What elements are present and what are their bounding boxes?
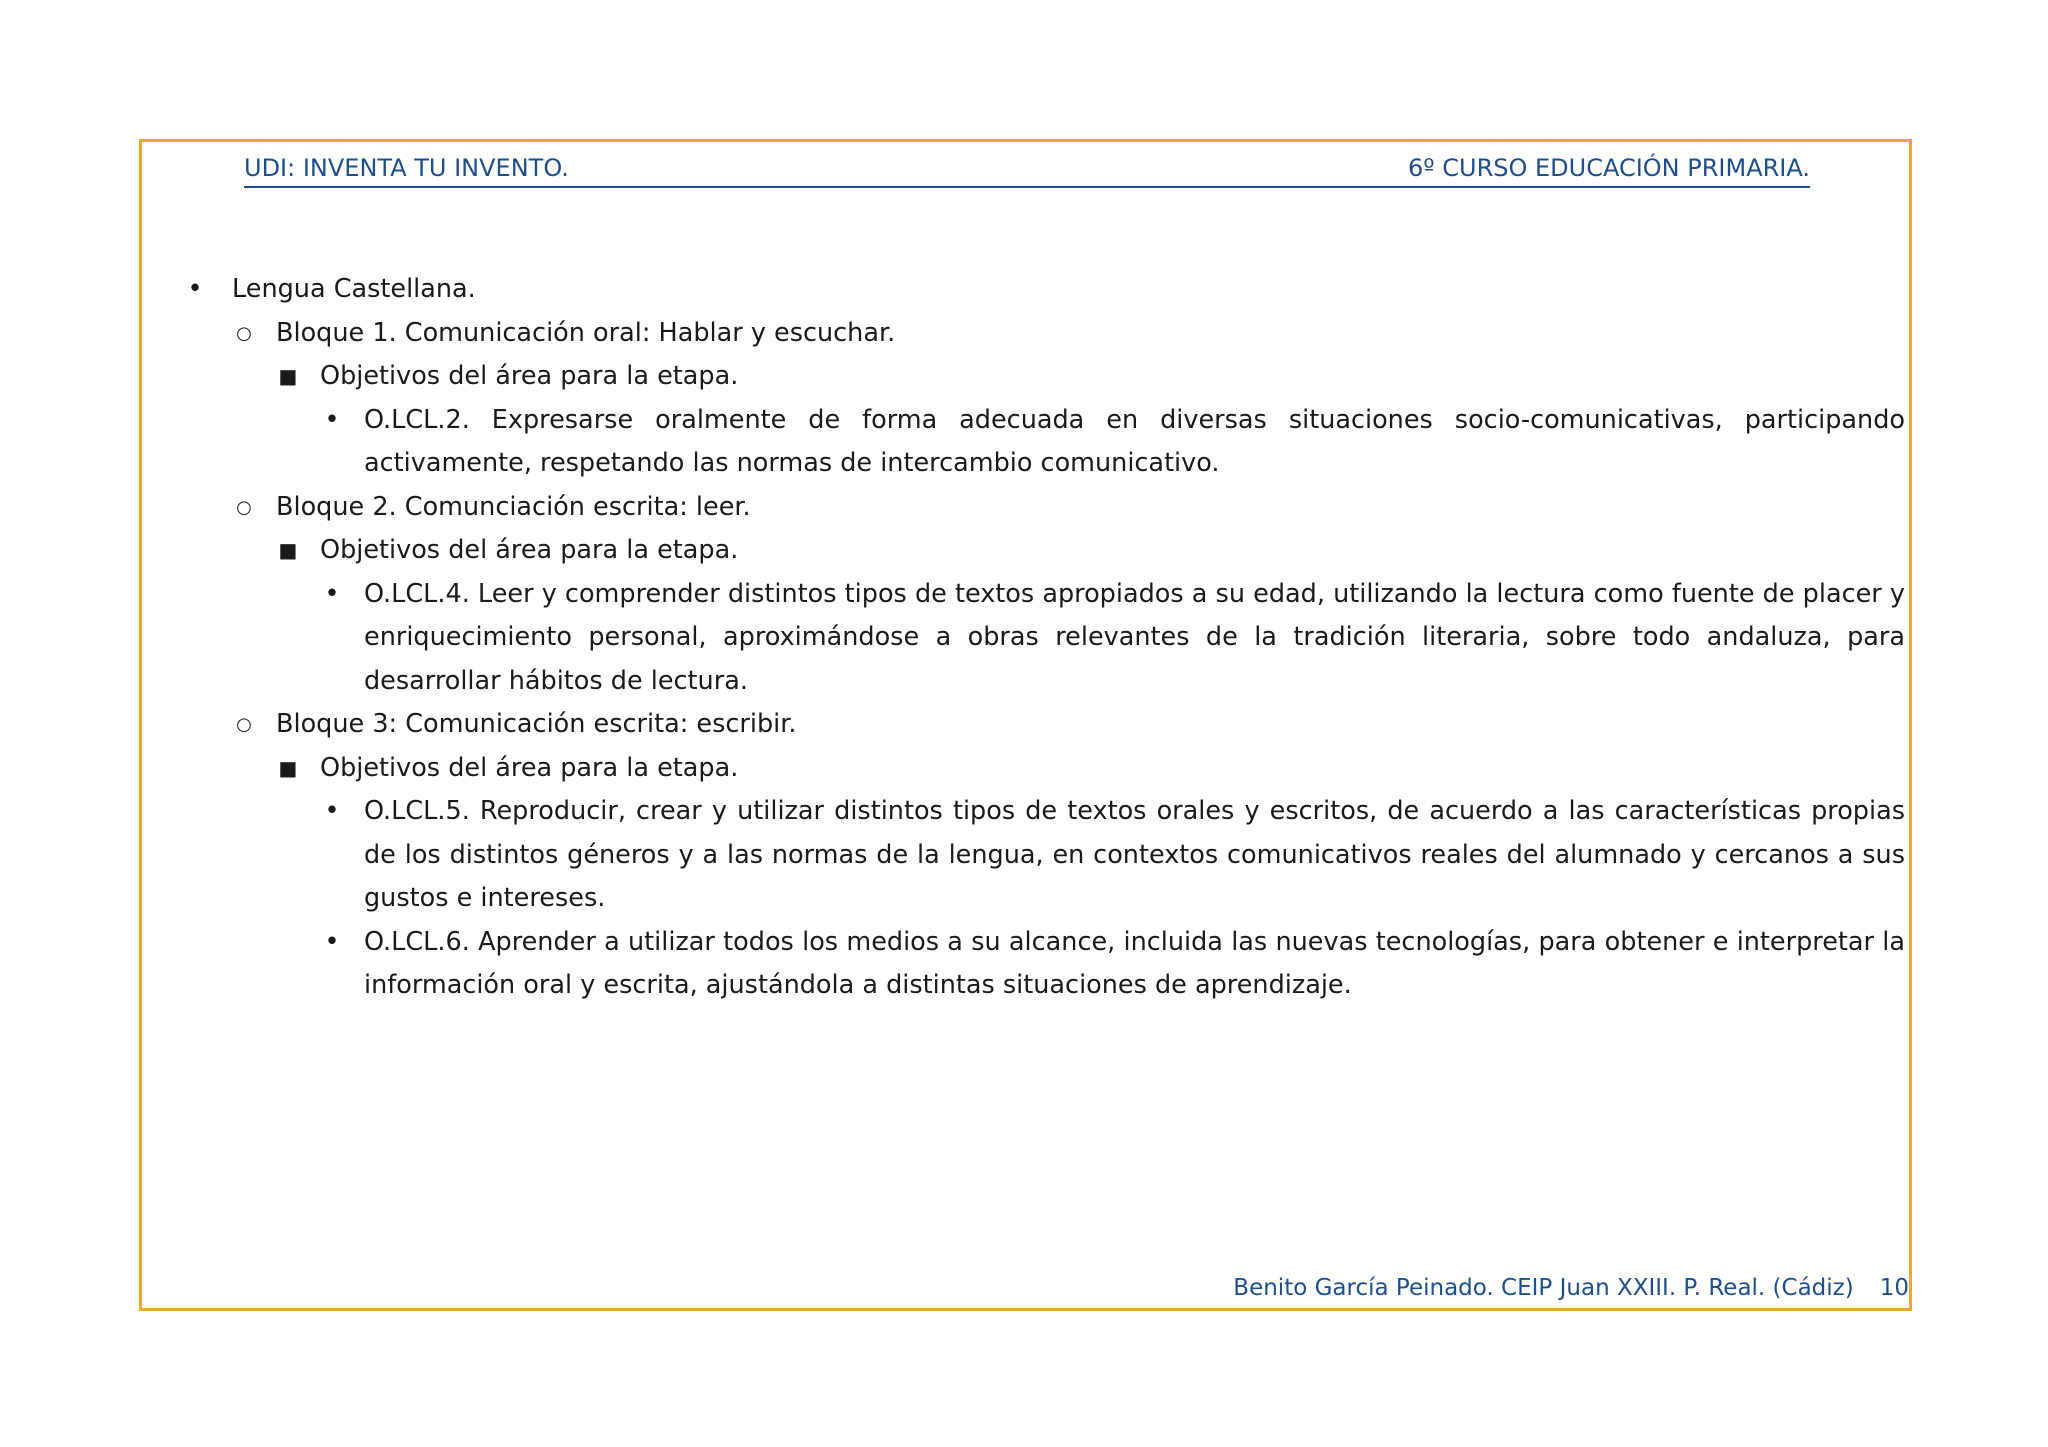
objective-text: O.LCL.2. Expresarse oralmente de forma adecuada en diversas situaciones socio-comunicativas, participando activamente, respetando las normas de intercambio comunicativo.	[364, 404, 1905, 478]
list-item-objective	[180, 573, 1905, 704]
block-title: Bloque 1. Comunicación oral: Hablar y escuchar.	[276, 317, 896, 348]
circle-bullet-icon: ○	[236, 714, 252, 735]
square-bullet-icon: ■	[278, 755, 298, 780]
square-bullet-icon: ■	[278, 364, 298, 388]
page-number: 10	[1879, 1275, 1909, 1301]
objective-text: O.LCL.6. Aprender a utilizar todos los medios a su alcance, incluida las nuevas tecnologías, para obtener e interpretar la información oral y escrita, ajustándola a distintas situaciones de aprendizaje.	[364, 926, 1905, 1000]
bullet-icon: •	[187, 274, 203, 304]
list-item-objectives-heading	[180, 529, 1905, 573]
square-bullet-icon: ■	[278, 538, 298, 562]
objectives-heading: Objetivos del área para la etapa.	[320, 752, 739, 783]
objective-text: O.LCL.5. Reproducir, crear y utilizar distintos tipos de textos orales y escritos, de acuerdo a las características propias de los distintos géneros y a las normas de la lengua, en contextos comunicativos reales del alumnado y cercanos a sus gustos e intereses.	[364, 796, 1905, 913]
header-course: 6º CURSO EDUCACIÓN PRIMARIA.	[1408, 154, 1810, 182]
objective-text: O.LCL.4. Leer y comprender distintos tipos de textos apropiados a su edad, utilizando la lectura como fuente de placer y enriquecimiento personal, aproximándose a obras relevantes de la tradición literaria, sobre todo andaluza, para desarrollar hábitos de lectura.	[364, 578, 1905, 696]
objectives-heading: Objetivos del área para la etapa.	[320, 535, 739, 565]
bullet-icon: •	[324, 578, 340, 609]
list-item-block	[180, 486, 1905, 530]
list-item-objective	[180, 399, 1905, 486]
list-item-objectives-heading	[180, 747, 1905, 791]
bullet-icon: •	[324, 404, 340, 435]
header-title: UDI: INVENTA TU INVENTO.	[244, 154, 569, 182]
document-body	[180, 268, 1905, 1008]
list-item-objective	[180, 790, 1905, 921]
bullet-icon: •	[324, 796, 340, 826]
page-footer	[1233, 1272, 1909, 1304]
objectives-heading: Objetivos del área para la etapa.	[320, 361, 739, 391]
footer-author: Benito García Peinado. CEIP Juan XXIII. P. Real. (Cádiz)	[1233, 1275, 1854, 1301]
list-item-subject	[180, 268, 1905, 312]
block-title: Bloque 2. Comunciación escrita: leer.	[276, 491, 751, 522]
bullet-icon: •	[324, 926, 340, 957]
page-header	[244, 150, 1810, 188]
block-title: Bloque 3: Comunicación escrita: escribir.	[276, 709, 797, 739]
circle-bullet-icon: ○	[236, 322, 252, 344]
circle-bullet-icon: ○	[236, 496, 252, 518]
list-item-block	[180, 703, 1905, 747]
list-item-block	[180, 312, 1905, 356]
subject-label: Lengua Castellana.	[232, 274, 476, 304]
list-item-objective	[180, 921, 1905, 1008]
list-item-objectives-heading	[180, 355, 1905, 399]
